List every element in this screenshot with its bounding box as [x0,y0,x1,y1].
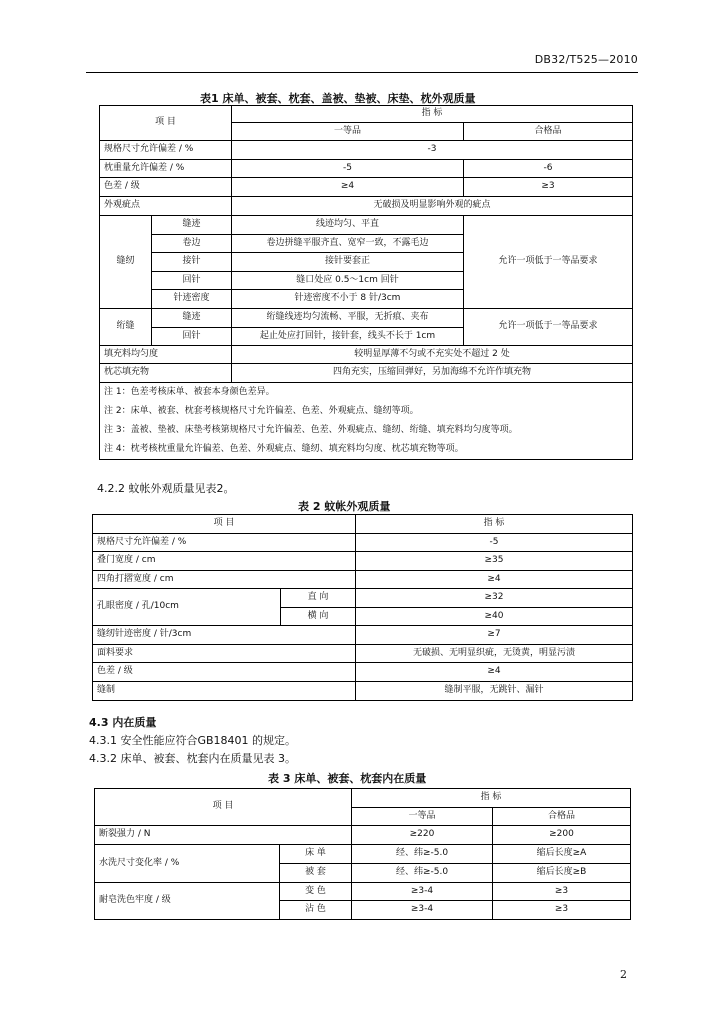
table1 [99,105,633,460]
table1-cell: 起止处应打回针，接针套，线头不长于 1cm [232,328,464,346]
table2-cell: 缝制平服，无跳针、漏针 [356,682,633,701]
table2-cell: -5 [356,534,633,552]
table1-note: 注 3：盖被、垫被、床垫考核第规格尺寸允许偏差、色差、外观疵点、缝纫、绗缝、填充料均匀度等项。 [104,425,518,435]
table1-note: 注 4：枕考核枕重量允许偏差、色差、外观疵点、缝纫、填充料均匀度、枕芯填充物等项。 [104,444,464,454]
table3-cell: ≥3-4 [352,901,493,920]
table2-sub-label: 横 向 [281,608,356,626]
table1-cell: 缝口处应 0.5～1cm 回针 [232,272,464,290]
table1-cell: 针迹密度不小于 8 针/3cm [232,290,464,309]
table1-notes [100,383,633,460]
table2-row-label: 缝纫针迹密度 / 针/3cm [93,626,356,645]
table1-cell: 无破损及明显影响外观的疵点 [232,197,633,216]
table2-caption: 表 2 蚊帐外观质量 [298,500,391,513]
table2-cell: ≥4 [356,571,633,589]
table1-cell: 接针要套正 [232,253,464,272]
table1-note: 注 1：色差考核床单、被套本身颜色差异。 [104,387,275,397]
table3-cell: 缩后长度≥A [493,845,631,864]
table3-header-first: 一等品 [352,808,493,826]
table2-cell: 无破损、无明显织疵，无烫黄，明显污渍 [356,645,633,663]
table1-row-label: 填充料均匀度 [100,346,232,364]
table1-cell: 卷边拼缝平服齐直、宽窄一致，不露毛边 [232,235,464,253]
table3-header-item: 项 目 [95,789,352,826]
table1-sub-label: 针迹密度 [152,290,232,309]
table1-sub-label: 回针 [152,272,232,290]
table1-cell: 线迹均匀、平直 [232,216,464,235]
table1-sub-label: 回针 [152,328,232,346]
table3-cell: ≥200 [493,826,631,845]
table1-cell: 绗缝线迹均匀流畅、平服，无折痕、夹布 [232,309,464,328]
table2-row-label: 四角打摺宽度 / cm [93,571,356,589]
table1-cell: ≥4 [232,178,464,197]
table1-note: 注 2：床单、被套、枕套考核规格尺寸允许偏差、色差、外观疵点、缝纫等项。 [104,406,419,416]
paragraph-4-3-2: 4.3.2 床单、被套、枕套内在质量见表 3。 [89,752,296,765]
header-rule [86,72,638,73]
table1-sub-label: 缝迹 [152,309,232,328]
table3-cell: 缩后长度≥B [493,864,631,883]
table3-sub-label: 变 色 [280,883,352,901]
table3-cell: 经、纬≥-5.0 [352,864,493,883]
table2-cell: ≥32 [356,589,633,608]
table1-group-quilting: 绗缝 [100,309,152,346]
table3-caption: 表 3 床单、被套、枕套内在质量 [268,772,427,785]
table1-header-item: 项 目 [100,106,232,141]
table2-header-item: 项 目 [93,515,356,534]
table2-row-label: 面料要求 [93,645,356,663]
table1-row-label: 外观疵点 [100,197,232,216]
table1-sub-label: 缝迹 [152,216,232,235]
table3-cell: ≥3-4 [352,883,493,901]
table2-header-index: 指 标 [356,515,633,534]
table1-row-label: 枕芯填充物 [100,364,232,383]
table3-sub-label: 被 套 [280,864,352,883]
table3-cell: 经、纬≥-5.0 [352,845,493,864]
table1-cell: 允许一项低于一等品要求 [464,216,633,309]
table2-cell: ≥40 [356,608,633,626]
table1-cell: -3 [232,141,633,160]
table1-sub-label: 卷边 [152,235,232,253]
table3-header-pass: 合格品 [493,808,631,826]
table1-header-first: 一等品 [232,123,464,141]
table1-row-label: 枕重量允许偏差 / % [100,160,232,178]
table2-cell: ≥35 [356,552,633,571]
table2-cell: ≥7 [356,626,633,645]
document-code: DB32/T525—2010 [534,53,638,66]
table1-group-sewing: 缝纫 [100,216,152,309]
table1-cell: ≥3 [464,178,633,197]
table2-sub-label: 直 向 [281,589,356,608]
table2-cell: ≥4 [356,663,633,682]
table1-cell: 四角充实，压缩回弹好，另加海绵不允许作填充物 [232,364,633,383]
table2-row-label: 规格尺寸允许偏差 / % [93,534,356,552]
table3-header-index: 指 标 [352,789,631,808]
table3-row-label: 断裂强力 / N [95,826,352,845]
table1-caption: 表1 床单、被套、枕套、盖被、垫被、床垫、枕外观质量 [200,92,476,105]
table3 [94,788,631,920]
paragraph-4-2-2: 4.2.2 蚊帐外观质量见表2。 [97,482,235,495]
table1-cell: -6 [464,160,633,178]
table2-row-label: 叠门宽度 / cm [93,552,356,571]
table1-cell: -5 [232,160,464,178]
table2-row-label: 孔眼密度 / 孔/10cm [93,589,281,626]
table1-header-index: 指 标 [232,106,633,123]
paragraph-4-3-1: 4.3.1 安全性能应符合GB18401 的规定。 [89,734,297,747]
table1-header-pass: 合格品 [464,123,633,141]
table3-row-label: 耐皂洗色牢度 / 级 [95,883,280,920]
table2-row-label: 色差 / 级 [93,663,356,682]
table3-sub-label: 沾 色 [280,901,352,920]
table3-sub-label: 床 单 [280,845,352,864]
table1-sub-label: 接针 [152,253,232,272]
section-4-3-title: 4.3 内在质量 [89,716,157,729]
table1-row-label: 色差 / 级 [100,178,232,197]
table1-cell: 允许一项低于一等品要求 [464,309,633,346]
table3-cell: ≥3 [493,883,631,901]
table2-row-label: 缝制 [93,682,356,701]
table3-cell: ≥220 [352,826,493,845]
table2 [92,514,633,701]
page-number: 2 [620,968,627,981]
table3-row-label: 水洗尺寸变化率 / % [95,845,280,883]
table1-row-label: 规格尺寸允许偏差 / % [100,141,232,160]
table3-cell: ≥3 [493,901,631,920]
table1-cell: 较明显厚薄不匀或不充实处不超过 2 处 [232,346,633,364]
